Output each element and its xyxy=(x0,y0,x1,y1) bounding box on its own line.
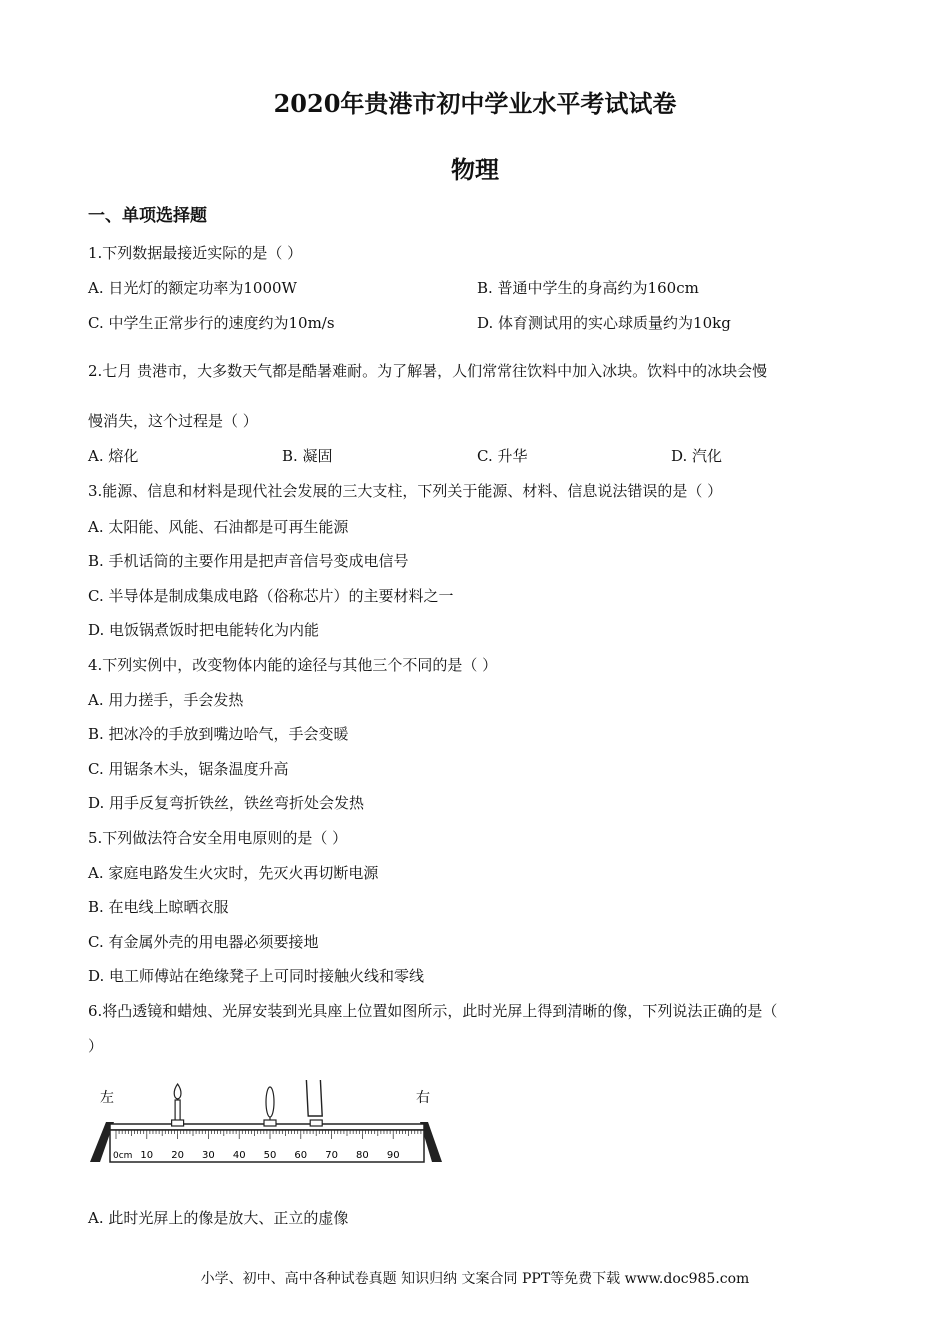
q1-option-d: D. 体育测试用的实心球质量约为10kg xyxy=(477,314,731,332)
scale-tick-label: 70 xyxy=(325,1150,338,1161)
candle-body xyxy=(175,1100,180,1122)
q1-option-c: C. 中学生正常步行的速度约为10m/s xyxy=(88,314,335,332)
scale-tick-label: 60 xyxy=(294,1150,308,1161)
lens-holder xyxy=(264,1120,276,1126)
q6-option-a: A. 此时光屏上的像是放大、正立的虚像 xyxy=(88,1209,349,1227)
q4-option-d: D. 用手反复弯折铁丝，铁丝弯折处会发热 xyxy=(88,794,365,812)
q5-option-a: A. 家庭电路发生火灾时，先灭火再切断电源 xyxy=(88,864,379,882)
q1-stem: 1.下列数据最接近实际的是（ ） xyxy=(88,244,303,262)
q1-option-b: B. 普通中学生的身高约为160cm xyxy=(477,279,699,297)
q5-stem: 5.下列做法符合安全用电原则的是（ ） xyxy=(88,829,348,847)
q5-option-d: D. 电工师傅站在绝缘凳子上可同时接触火线和零线 xyxy=(88,967,425,985)
scale-tick-label: 20 xyxy=(171,1150,184,1161)
section-heading: 一、单项选择题 xyxy=(88,206,207,226)
q3-option-c: C. 半导体是制成集成电路（俗称芯片）的主要材料之一 xyxy=(88,587,454,605)
q1-option-a: A. 日光灯的额定功率为1000W xyxy=(88,279,297,297)
screen-holder xyxy=(310,1120,322,1126)
page-footer: 小学、初中、高中各种试卷真题 知识归纳 文案合同 PPT等免费下载 www.doc985.com xyxy=(200,1271,750,1287)
scale-tick-label: 10 xyxy=(140,1150,154,1161)
q6-stem-line1: 6.将凸透镜和蜡烛、光屏安装到光具座上位置如图所示，此时光屏上得到清晰的像，下列说法正确的是（ xyxy=(88,1002,778,1020)
q3-option-d: D. 电饭锅煮饭时把电能转化为内能 xyxy=(88,621,320,639)
scale-tick-label: 40 xyxy=(232,1150,246,1161)
convex-lens xyxy=(264,1087,276,1126)
scale-tick-label: 50 xyxy=(263,1150,277,1161)
scale-tick-label: 80 xyxy=(356,1150,369,1161)
scale-tick-labels xyxy=(140,1150,399,1161)
scale-tick-label: 30 xyxy=(202,1150,215,1161)
q4-option-a: A. 用力搓手，手会发热 xyxy=(88,691,244,709)
candle-flame xyxy=(174,1084,181,1099)
q3-option-b: B. 手机话筒的主要作用是把声音信号变成电信号 xyxy=(88,552,409,570)
q6-stem-line2: ） xyxy=(88,1037,104,1055)
scale-unit-label: 0cm xyxy=(113,1151,133,1161)
q5-option-b: B. 在电线上晾晒衣服 xyxy=(88,898,229,916)
screen-shape xyxy=(306,1080,322,1116)
scale-tick-label: 90 xyxy=(386,1150,400,1161)
q2-stem-line2: 慢消失，这个过程是（ ） xyxy=(88,412,258,430)
q2-stem-line1: 2.七月 贵港市，大多数天气都是酷暑难耐。为了解暑，人们常常往饮料中加入冰块。饮料中的冰块会慢 xyxy=(88,362,768,380)
lens-shape xyxy=(266,1087,274,1117)
q2-option-a: A. 熔化 xyxy=(88,447,139,465)
q3-stem: 3.能源、信息和材料是现代社会发展的三大支柱，下列关于能源、材料、信息说法错误的是（ ） xyxy=(88,482,723,500)
optical-bench-figure xyxy=(86,1080,446,1170)
q5-option-c: C. 有金属外壳的用电器必须要接地 xyxy=(88,933,319,951)
candle-holder xyxy=(172,1120,184,1126)
light-screen xyxy=(306,1080,322,1126)
q2-option-d: D. 汽化 xyxy=(671,447,723,465)
subject-title: 物理 xyxy=(451,155,499,184)
q2-option-b: B. 凝固 xyxy=(282,447,333,465)
q4-stem: 4.下列实例中，改变物体内能的途径与其他三个不同的是（ ） xyxy=(88,656,498,674)
exam-title: 2020年贵港市初中学业水平考试试卷 xyxy=(273,89,677,118)
q4-option-c: C. 用锯条木头，锯条温度升高 xyxy=(88,760,289,778)
right-label: 右 xyxy=(416,1090,430,1106)
q4-option-b: B. 把冰冷的手放到嘴边哈气，手会变暖 xyxy=(88,725,349,743)
left-label: 左 xyxy=(100,1090,114,1106)
candle xyxy=(172,1084,184,1126)
q3-option-a: A. 太阳能、风能、石油都是可再生能源 xyxy=(88,518,349,536)
q2-option-c: C. 升华 xyxy=(477,447,528,465)
